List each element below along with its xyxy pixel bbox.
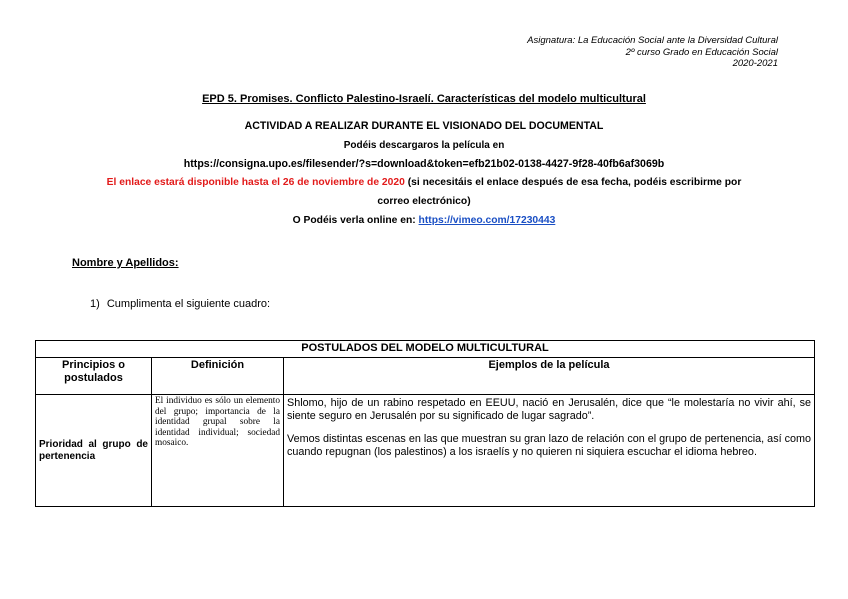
availability-rest: (si necesitáis el enlace después de esa fecha, podéis escribirme por <box>404 177 742 188</box>
vimeo-link[interactable]: https://vimeo.com/17230443 <box>418 215 556 226</box>
definition-cell: El individuo es sólo un elemento del grupo; importancia de la identidad grupal sobre la identidad individual; sociedad mosaico. <box>152 395 284 507</box>
examples-cell <box>284 395 815 507</box>
column-header-definition: Definición <box>152 358 284 395</box>
download-intro: Podéis descargaros la película en <box>343 140 505 151</box>
column-header-principles: Principios o postulados <box>36 358 152 395</box>
availability-line2: correo electrónico) <box>377 196 471 207</box>
availability-deadline: El enlace estará disponible hasta el 26 de noviembre de 2020 <box>106 177 405 188</box>
name-label: Nombre y Apellidos: <box>72 257 179 269</box>
header-year: 2020-2021 <box>732 58 778 69</box>
document-title: EPD 5. Promises. Conflicto Palestino-Israelí. Características del modelo multicultural <box>202 93 646 105</box>
header-course: 2º curso Grado en Educación Social <box>625 46 778 58</box>
example-paragraph-1: Shlomo, hijo de un rabino respetado en EEUU, nació en Jerusalén, dice que “le molestaría no vivir ahí, se siente seguro en Jerusalén por su significado de lugar sagrado”. <box>287 397 811 422</box>
instruction-text: Cumplimenta el siguiente cuadro: <box>106 298 271 310</box>
activity-heading: ACTIVIDAD A REALIZAR DURANTE EL VISIONADO DEL DOCUMENTAL <box>244 120 604 132</box>
postulates-table <box>35 340 815 507</box>
table-title: POSTULADOS DEL MODELO MULTICULTURAL <box>36 341 815 358</box>
principle-cell: Prioridad al grupo de pertenencia <box>36 395 152 507</box>
online-line <box>0 215 848 226</box>
online-prefix: O Podéis verla online en: <box>292 215 419 226</box>
header-subject: Asignatura: La Educación Social ante la Diversidad Cultural <box>527 35 778 46</box>
example-paragraph-2: Vemos distintas escenas en las que muestran su gran lazo de relación con el grupo de pertenencia, así como cuando repugnan (los palestinos) a los israelís y no quieren ni siquiera escuchar el idioma hebreo. <box>287 433 811 458</box>
column-header-examples: Ejemplos de la película <box>284 358 815 395</box>
availability-note <box>0 177 848 188</box>
instruction <box>90 298 270 310</box>
course-header <box>527 35 778 70</box>
table-row <box>36 395 815 507</box>
download-url: https://consigna.upo.es/filesender/?s=download&token=efb21b02-0138-4427-9f28-40fb6af3069b <box>183 158 665 170</box>
instruction-number: 1) <box>90 298 100 310</box>
